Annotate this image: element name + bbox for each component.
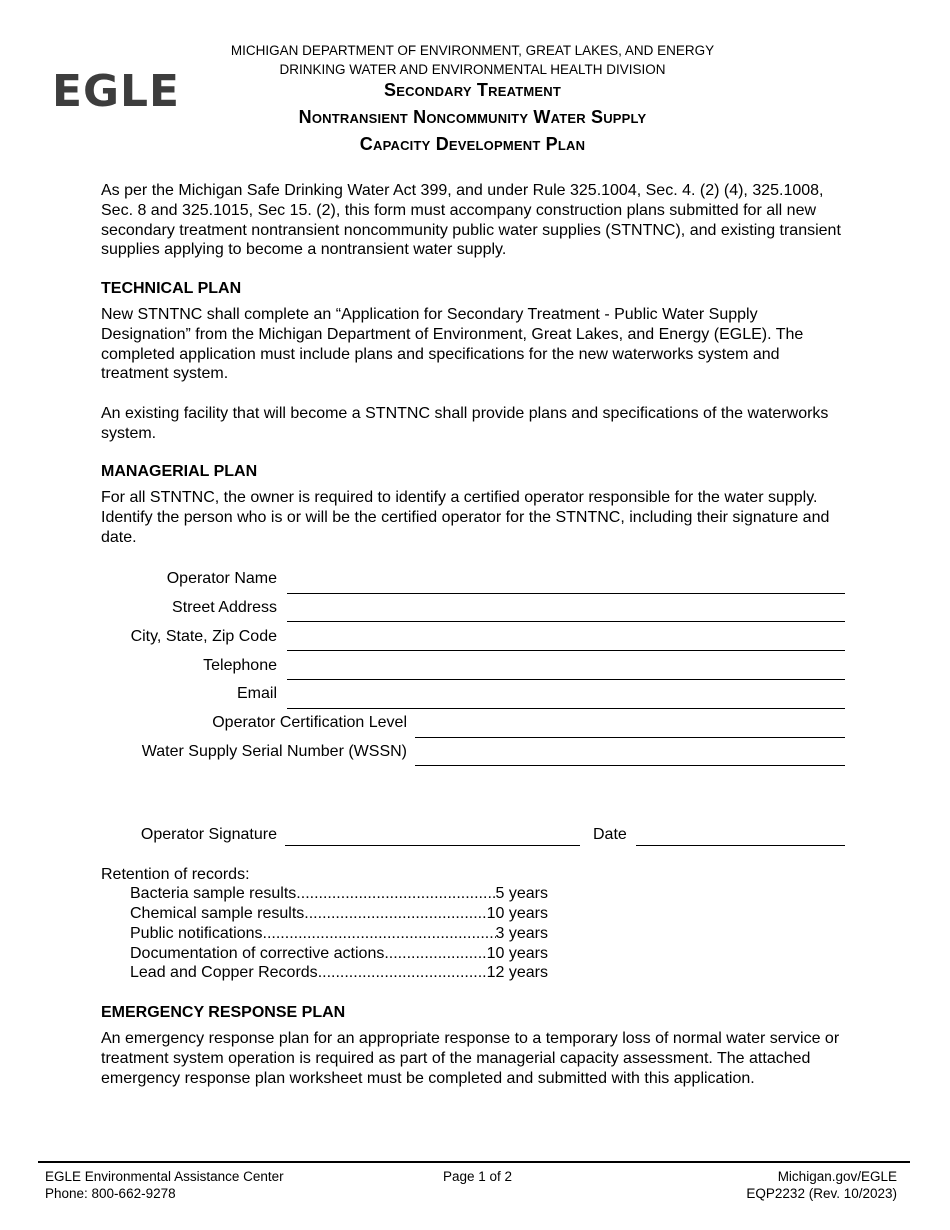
emergency-plan-paragraph: An emergency response plan for an appropriate response to a temporary loss of normal water service or treatment system operation is required as part of the managerial capacity assessment. The attached emergency response plan worksheet must be completed and submitted with this application. — [101, 1030, 840, 1087]
retention-row — [130, 885, 548, 903]
agency-name: MICHIGAN DEPARTMENT OF ENVIRONMENT, GREAT LAKES, AND ENERGY — [230, 43, 715, 58]
dot-leader — [263, 925, 496, 943]
retention-heading: Retention of records: — [101, 866, 250, 883]
city-state-zip-label: City, State, Zip Code — [130, 628, 277, 645]
dot-leader — [318, 964, 487, 982]
footer-phone: Phone: 800-662-9278 — [45, 1185, 176, 1201]
division-name: DRINKING WATER AND ENVIRONMENTAL HEALTH DIVISION — [279, 62, 666, 77]
form-title-line3: Capacity Development Plan — [359, 134, 586, 154]
city-state-zip-field[interactable] — [287, 650, 845, 651]
retention-value: 5 years — [495, 885, 548, 902]
telephone-field[interactable] — [287, 679, 845, 680]
email-label: Email — [236, 685, 277, 702]
retention-row — [130, 964, 548, 982]
retention-row — [130, 945, 548, 963]
technical-plan-paragraph-1: New STNTNC shall complete an “Application for Secondary Treatment - Public Water Supply Designation” from the Michigan Department of Environment, Great Lakes, and Energy (EGLE). The completed application must include plans and specifications for the new waterworks system and treatment system. — [101, 306, 804, 383]
street-address-field[interactable] — [287, 621, 845, 622]
retention-value: 10 years — [486, 945, 548, 962]
managerial-plan-heading: MANAGERIAL PLAN — [101, 463, 258, 480]
form-title-line1: Secondary Treatment — [384, 80, 561, 100]
operator-signature-field[interactable] — [285, 845, 580, 846]
intro-paragraph: As per the Michigan Safe Drinking Water Act 399, and under Rule 325.1004, Sec. 4. (2) (4), 325.1008, Sec. 8 and 325.1015, Sec 15. (2), this form must accompany construction plans submitted for all new secondary treatment nontransient noncommunity public water supplies (STNTNC), and existing transient supplies applying to become a nontransient water supply. — [101, 182, 841, 259]
retention-row — [130, 925, 548, 943]
retention-label: Public notifications — [130, 925, 263, 942]
date-label: Date — [593, 826, 627, 843]
emergency-plan-heading: EMERGENCY RESPONSE PLAN — [101, 1004, 346, 1021]
dot-leader — [296, 885, 495, 903]
form-title-line2: Nontransient Noncommunity Water Supply — [298, 107, 647, 127]
wssn-label: Water Supply Serial Number (WSSN) — [141, 743, 407, 760]
retention-label: Chemical sample results — [130, 905, 305, 922]
street-address-label: Street Address — [172, 599, 277, 616]
telephone-label: Telephone — [203, 657, 277, 674]
footer-center-name: EGLE Environmental Assistance Center — [45, 1169, 284, 1184]
svg-text:EGLE: EGLE — [52, 68, 180, 110]
dot-leader — [384, 945, 486, 963]
dot-leader — [304, 905, 486, 923]
footer-right — [746, 1169, 897, 1202]
certification-level-field[interactable] — [415, 737, 845, 738]
date-field[interactable] — [636, 845, 845, 846]
retention-value: 3 years — [495, 925, 548, 942]
managerial-plan-paragraph: For all STNTNC, the owner is required to identify a certified operator responsible for the water supply. Identify the person who is or will be the certified operator for the STNTNC, including their signature and date. — [101, 489, 830, 546]
email-field[interactable] — [287, 708, 845, 709]
wssn-field[interactable] — [415, 765, 845, 766]
retention-row — [130, 905, 548, 923]
retention-label: Lead and Copper Records — [130, 964, 318, 981]
technical-plan-heading: TECHNICAL PLAN — [101, 280, 242, 297]
operator-name-label: Operator Name — [166, 570, 277, 587]
retention-value: 10 years — [486, 905, 548, 922]
form-number: EQP2232 (Rev. 10/2023) — [746, 1185, 897, 1201]
operator-name-field[interactable] — [287, 593, 845, 594]
footer-website[interactable]: Michigan.gov/EGLE — [777, 1169, 897, 1184]
technical-plan-paragraph-2: An existing facility that will become a STNTNC shall provide plans and specifications of the waterworks system. — [101, 405, 829, 442]
retention-label: Documentation of corrective actions — [130, 945, 385, 962]
operator-signature-label: Operator Signature — [140, 826, 277, 843]
certification-level-label: Operator Certification Level — [212, 714, 407, 731]
retention-label: Bacteria sample results — [130, 885, 297, 902]
footer-divider — [38, 1161, 910, 1163]
retention-value: 12 years — [486, 964, 548, 981]
page-number: Page 1 of 2 — [442, 1169, 513, 1184]
